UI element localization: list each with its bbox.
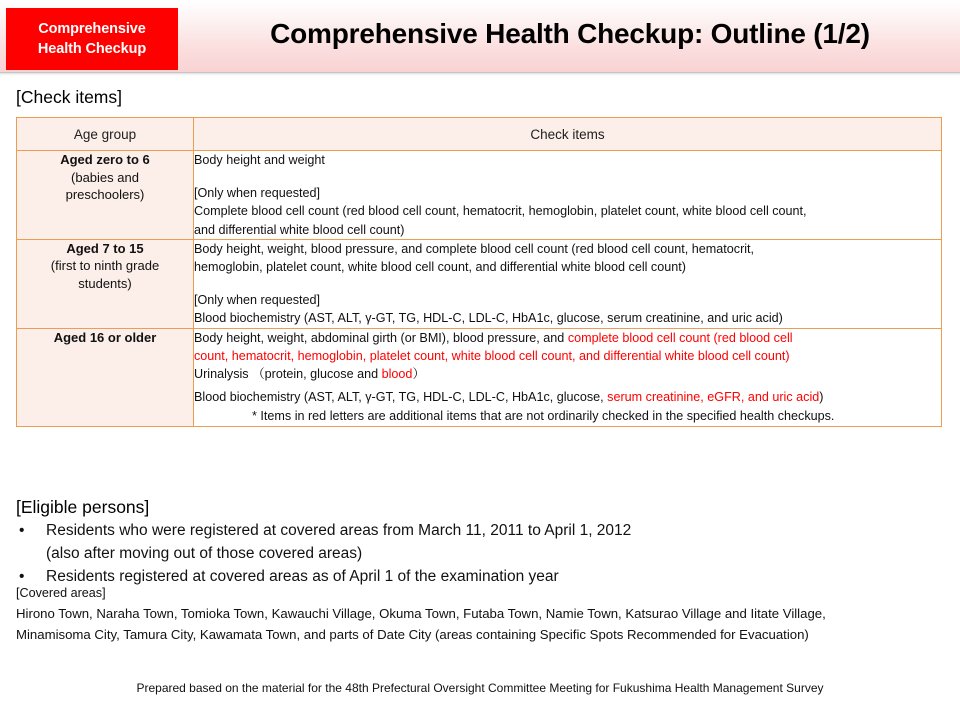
row2-line-4-black-a: Blood biochemistry (AST, ALT, γ-GT, TG, HDL-C, LDL-C, HbA1c, glucose, — [194, 390, 608, 405]
row0-line-4: and differential white blood cell count) — [194, 222, 405, 237]
bullet-0-line-1: Residents who were registered at covered areas from March 11, 2011 to April 1, 2012 — [46, 522, 632, 539]
covered-areas-label: [Covered areas] — [16, 586, 106, 600]
list-item — [16, 565, 916, 588]
age-group-main-1: Aged 7 to 15 — [66, 240, 144, 256]
row1-line-2: hemoglobin, platelet count, white blood cell count, and differential white blood cell count) — [194, 260, 686, 275]
check-items-cell-1 — [194, 239, 942, 328]
bullet-dot-icon: • — [19, 522, 25, 539]
table-row — [17, 239, 942, 328]
row1-line-4: Blood biochemistry (AST, ALT, γ-GT, TG, HDL-C, LDL-C, HbA1c, glucose, serum creatinine, and uric acid) — [194, 311, 783, 326]
badge-line-1: Comprehensive — [38, 21, 146, 37]
check-items-cell-2 — [194, 328, 942, 426]
page-title: Comprehensive Health Checkup: Outline (1/2) — [270, 18, 870, 49]
row2-line-3 — [194, 365, 941, 383]
table-row — [17, 151, 942, 240]
row0-line-2: [Only when requested] — [194, 186, 321, 201]
row1-line-1: Body height, weight, blood pressure, and complete blood cell count (red blood cell count, hematocrit, — [194, 241, 755, 256]
covered-areas-body — [16, 604, 932, 645]
row0-line-1: Body height and weight — [194, 153, 325, 167]
table-row — [17, 328, 942, 426]
age-group-cell-0 — [17, 151, 194, 240]
column-header-age-group: Age group — [17, 118, 194, 151]
header-shadow-divider — [0, 72, 960, 76]
column-header-check-items: Check items — [194, 118, 942, 151]
badge-line-2: Health Checkup — [37, 41, 147, 57]
age-group-cell-1 — [17, 239, 194, 328]
row2-line-3-black-b: ） — [412, 367, 426, 382]
bullet-0-line-2: (also after moving out of those covered areas) — [46, 545, 363, 562]
age-group-sub-1-2: students) — [78, 275, 132, 291]
check-items-section-label: [Check items] — [16, 87, 122, 107]
check-items-table — [16, 117, 942, 427]
row2-line-4 — [194, 388, 941, 406]
eligible-persons-section-label: [Eligible persons] — [16, 497, 150, 517]
covered-areas-line-1: Hirono Town, Naraha Town, Tomioka Town, Kawauchi Village, Okuma Town, Futaba Town, Namie Town, Katsurao Village and Iitate Village, — [16, 606, 826, 621]
row2-line-4-red: serum creatinine, eGFR, and uric acid — [607, 390, 820, 405]
row1-line-3: [Only when requested] — [194, 293, 321, 308]
list-item — [16, 519, 916, 565]
age-group-main-2: Aged 16 or older — [53, 329, 157, 345]
comprehensive-health-checkup-badge — [6, 8, 178, 70]
row2-line-3-black-a: Urinalysis （protein, glucose and — [194, 367, 382, 382]
row0-line-3: Complete blood cell count (red blood cell count, hematocrit, hemoglobin, platelet count, white blood cell count, — [194, 204, 807, 219]
bullet-1-line-1: Residents registered at covered areas as of April 1 of the examination year — [46, 568, 559, 585]
table-header-row — [17, 118, 942, 151]
age-group-cell-2 — [17, 328, 194, 426]
age-group-sub-0-1: (babies and — [71, 169, 139, 185]
row2-line-3-red: blood — [381, 367, 413, 382]
row2-line-1 — [194, 329, 941, 347]
age-group-sub-1-1: (first to ninth grade — [50, 258, 160, 274]
row2-line-1-black: Body height, weight, abdominal girth (or BMI), blood pressure, and — [194, 330, 568, 345]
age-group-main-0: Aged zero to 6 — [60, 152, 150, 167]
check-items-cell-0 — [194, 151, 942, 240]
covered-areas-line-2: Minamisoma City, Tamura City, Kawamata Town, and parts of Date City (areas containing Specific Spots Recommended for Evacuation) — [16, 626, 809, 642]
row2-red-letters-note: * Items in red letters are additional items that are not ordinarily checked in the specified health checkups. — [252, 409, 835, 424]
row2-line-1-red: complete blood cell count (red blood cell — [567, 330, 793, 345]
row2-line-4-black-b: ) — [819, 390, 824, 405]
row2-line-2-red: count, hematocrit, hemoglobin, platelet count, white blood cell count, and differential white blood cell count) — [194, 348, 790, 363]
bullet-dot-icon: • — [19, 568, 25, 585]
source-footnote: Prepared based on the material for the 48th Prefectural Oversight Committee Meeting for Fukushima Health Management Survey — [136, 681, 824, 695]
age-group-sub-0-2: preschoolers) — [65, 187, 145, 202]
eligible-persons-list — [16, 519, 916, 588]
